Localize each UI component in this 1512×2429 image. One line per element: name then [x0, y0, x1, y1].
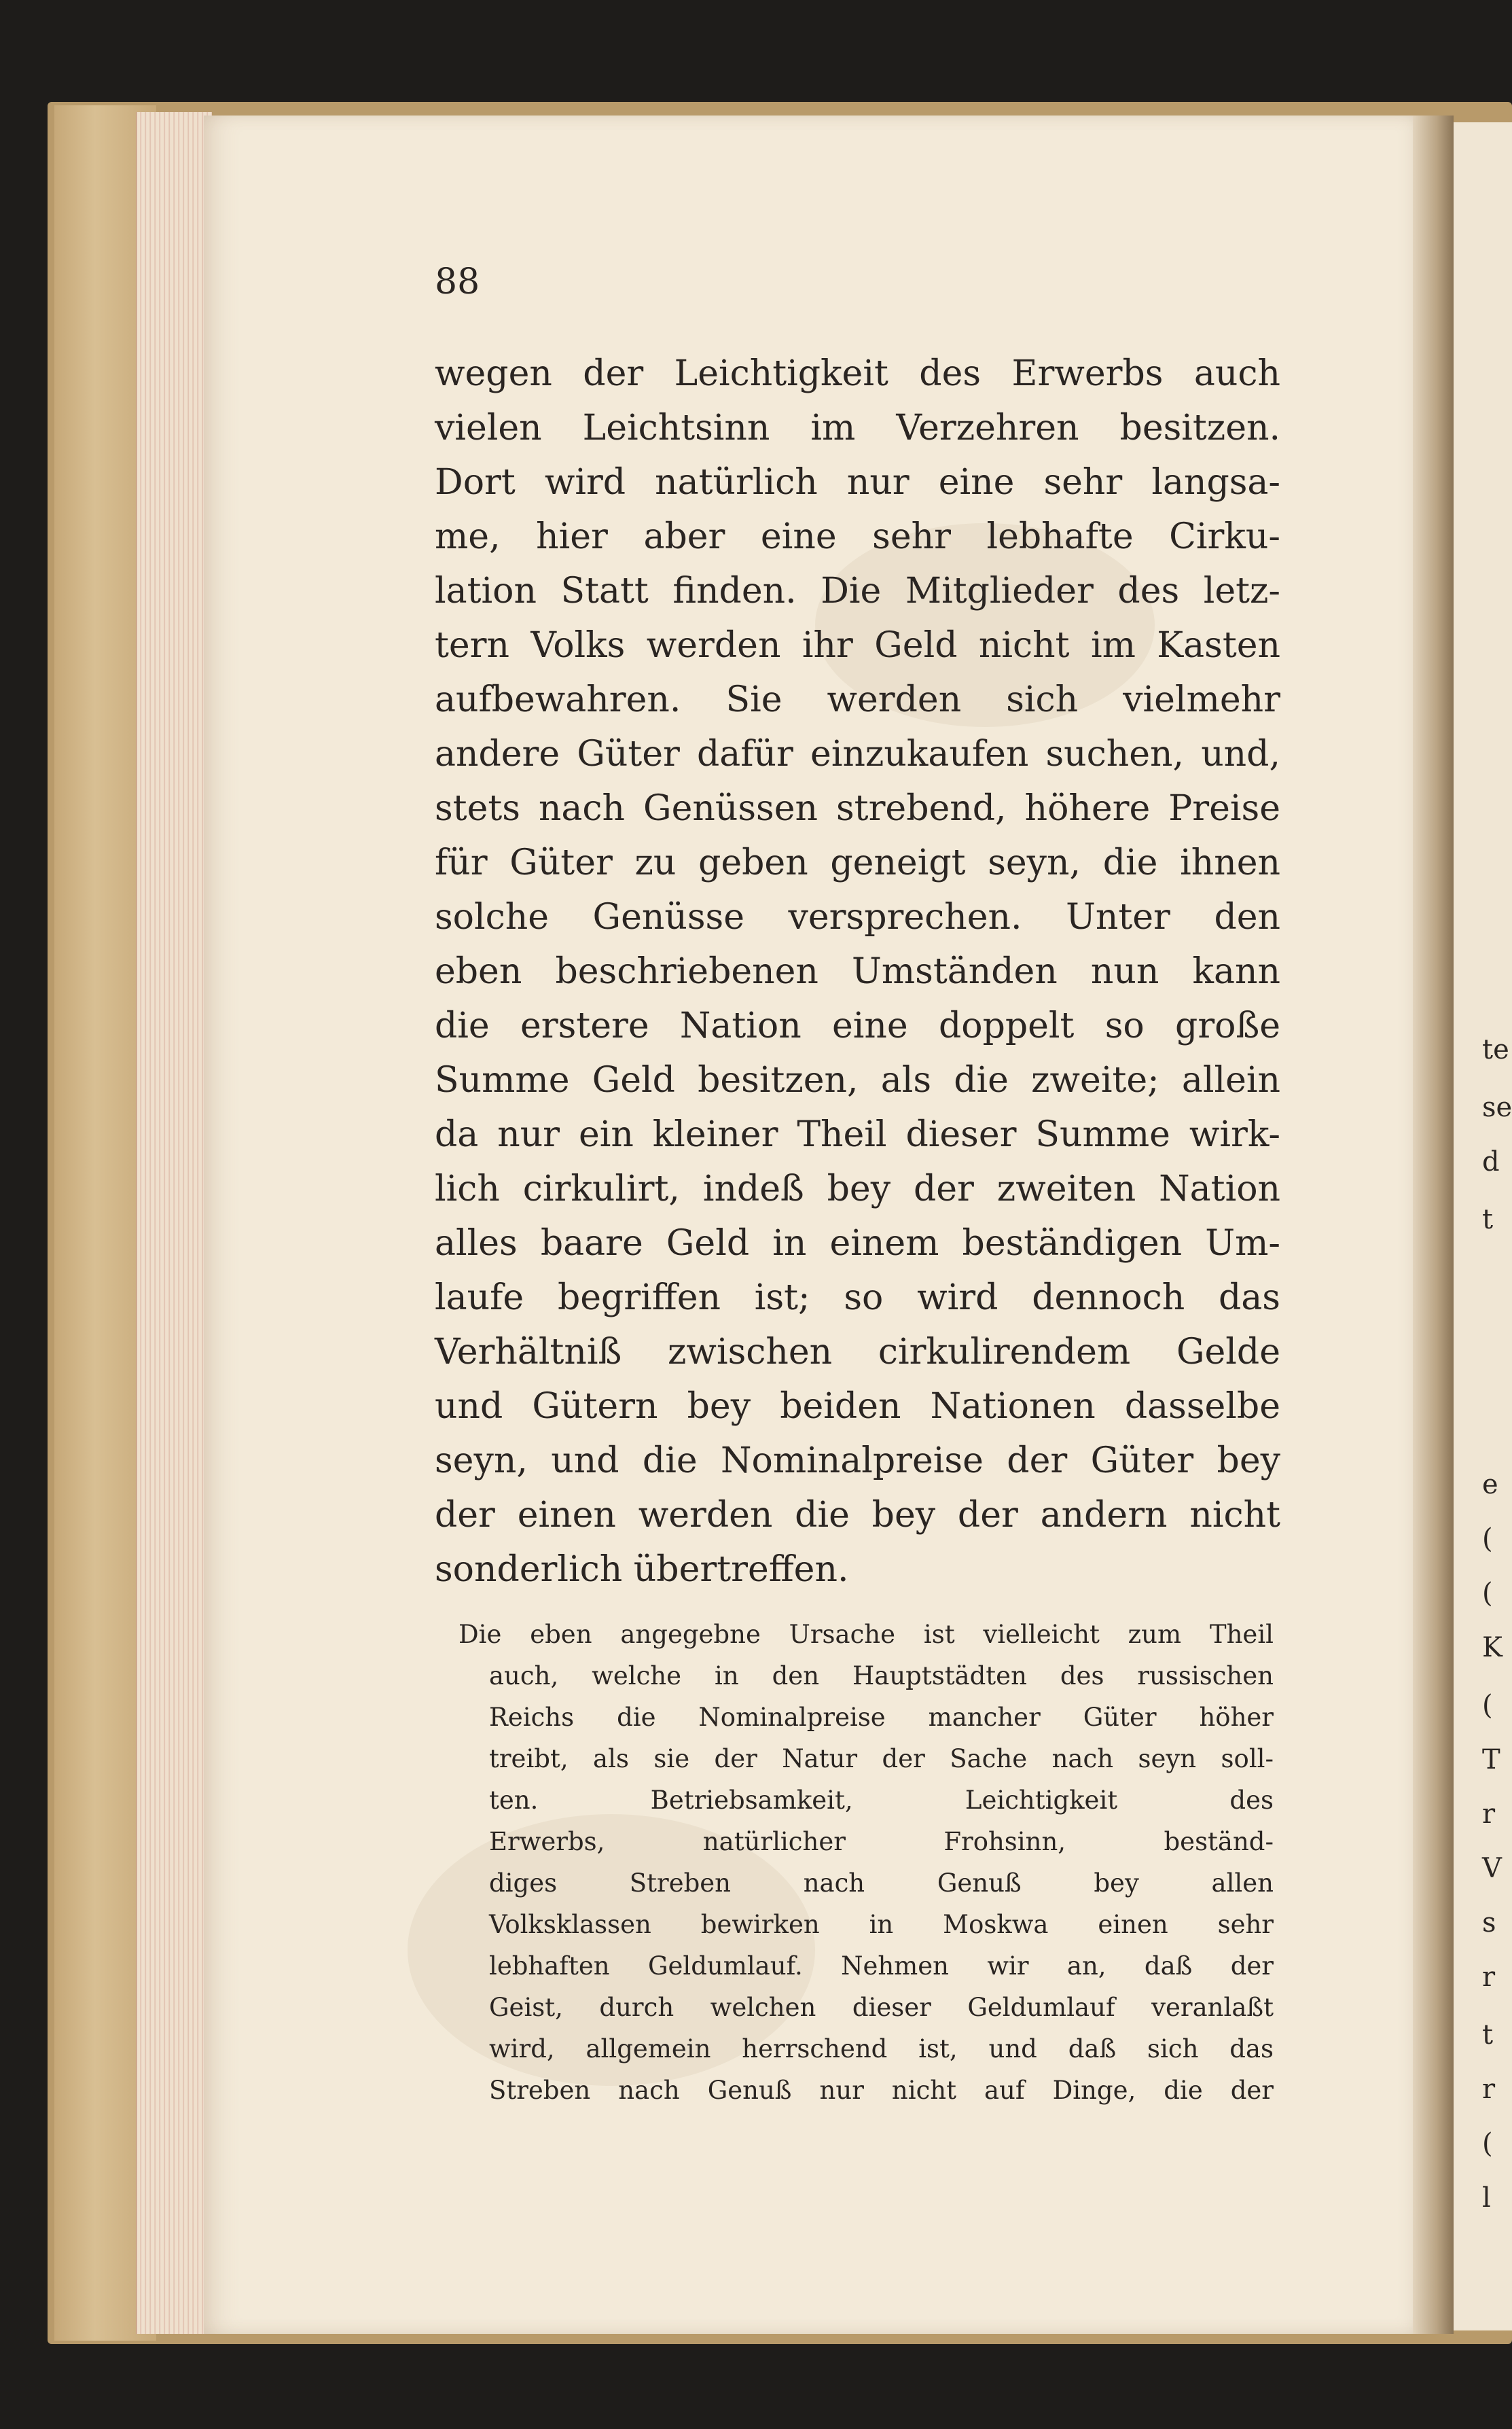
facing-page-fragment: l — [1482, 2182, 1491, 2214]
facing-page-fragment: se — [1482, 1092, 1512, 1123]
facing-page-fragment: e — [1482, 1469, 1498, 1500]
facing-page-fragment: t — [1482, 2019, 1494, 2051]
text-line: wegen der Leichtigkeit des Erwerbs auch — [435, 353, 1280, 394]
footnote-line: wird, allgemein herrschend ist, und daß sich das — [489, 2034, 1274, 2063]
footnote-line: Streben nach Genuß nur nicht auf Dinge, die der — [489, 2076, 1274, 2105]
text-line: stets nach Genüssen strebend, höhere Preise — [435, 788, 1280, 829]
text-line: solche Genüsse versprechen. Unter den — [435, 897, 1280, 938]
text-line: die erstere Nation eine doppelt so große — [435, 1006, 1280, 1046]
text-line: der einen werden die bey der andern nicht — [435, 1495, 1280, 1536]
footnote-line: auch, welche in den Hauptstädten des russischen — [489, 1661, 1274, 1690]
text-line: aufbewahren. Sie werden sich vielmehr — [435, 679, 1280, 720]
facing-page-fragment: r — [1482, 1798, 1496, 1830]
text-line: Dort wird natürlich nur eine sehr langsa- — [435, 462, 1280, 503]
facing-page-fragment: d — [1482, 1146, 1500, 1177]
text-line: Summe Geld besitzen, als die zweite; allein — [435, 1060, 1280, 1101]
facing-page-fragment: ( — [1482, 1578, 1493, 1609]
footnote — [458, 1614, 1274, 2111]
page-block-edges — [136, 112, 212, 2334]
facing-page-fragment: V — [1482, 1853, 1502, 1884]
footnote-line: Erwerbs, natürlicher Frohsinn, beständ- — [489, 1827, 1274, 1856]
facing-page-fragment: ( — [1482, 1690, 1493, 1721]
page-number: 88 — [435, 262, 480, 302]
text-line: me, hier aber eine sehr lebhafte Cirku- — [435, 516, 1280, 557]
text-line: lation Statt finden. Die Mitglieder des letz- — [435, 571, 1280, 611]
text-line: vielen Leichtsinn im Verzehren besitzen. — [435, 408, 1280, 448]
facing-page-fragment: r — [1482, 1962, 1496, 1993]
main-text — [435, 347, 1280, 1597]
footnote-line: diges Streben nach Genuß bey allen — [489, 1868, 1274, 1898]
text-line: andere Güter dafür einzukaufen suchen, und, — [435, 734, 1280, 775]
text-line: alles baare Geld in einem beständigen Um- — [435, 1223, 1280, 1264]
footnote-line: treibt, als sie der Natur der Sache nach seyn soll- — [489, 1744, 1274, 1773]
text-line: sonderlich übertreffen. — [435, 1549, 849, 1590]
facing-page-fragment: s — [1482, 1907, 1496, 1938]
facing-page-fragment: ( — [1482, 2128, 1493, 2159]
footnote-line: Reichs die Nominalpreise mancher Güter höher — [489, 1703, 1274, 1732]
text-line: da nur ein kleiner Theil dieser Summe wirk- — [435, 1114, 1280, 1155]
facing-page-fragment: ( — [1482, 1523, 1493, 1555]
text-line: tern Volks werden ihr Geld nicht im Kasten — [435, 625, 1280, 666]
footnote-line: Die eben angegebne Ursache ist vielleicht zum Theil — [458, 1620, 1274, 1649]
facing-page-fragment: r — [1482, 2074, 1496, 2105]
facing-page-fragment: K — [1482, 1632, 1502, 1663]
text-line: lich cirkulirt, indeß bey der zweiten Nation — [435, 1169, 1280, 1209]
facing-page-fragment: T — [1482, 1744, 1500, 1775]
footnote-line: Geist, durch welchen dieser Geldumlauf veranlaßt — [489, 1993, 1274, 2022]
text-line: eben beschriebenen Umständen nun kann — [435, 951, 1280, 992]
text-line: laufe begriffen ist; so wird dennoch das — [435, 1277, 1280, 1318]
text-line: seyn, und die Nominalpreise der Güter bey — [435, 1440, 1280, 1481]
footnote-line: ten. Betriebsamkeit, Leichtigkeit des — [489, 1786, 1274, 1815]
text-line: Verhältniß zwischen cirkulirendem Gelde — [435, 1332, 1280, 1372]
book-gutter — [1413, 116, 1454, 2334]
facing-page-fragment: te — [1482, 1034, 1509, 1065]
footnote-line: lebhaften Geldumlauf. Nehmen wir an, daß der — [489, 1951, 1274, 1981]
text-line: und Gütern bey beiden Nationen dasselbe — [435, 1386, 1280, 1427]
facing-page-fragment: t — [1482, 1204, 1494, 1235]
text-line: für Güter zu geben geneigt seyn, die ihnen — [435, 843, 1280, 883]
facing-page-edge — [1454, 122, 1512, 2330]
footnote-line: Volksklassen bewirken in Moskwa einen sehr — [489, 1910, 1274, 1939]
